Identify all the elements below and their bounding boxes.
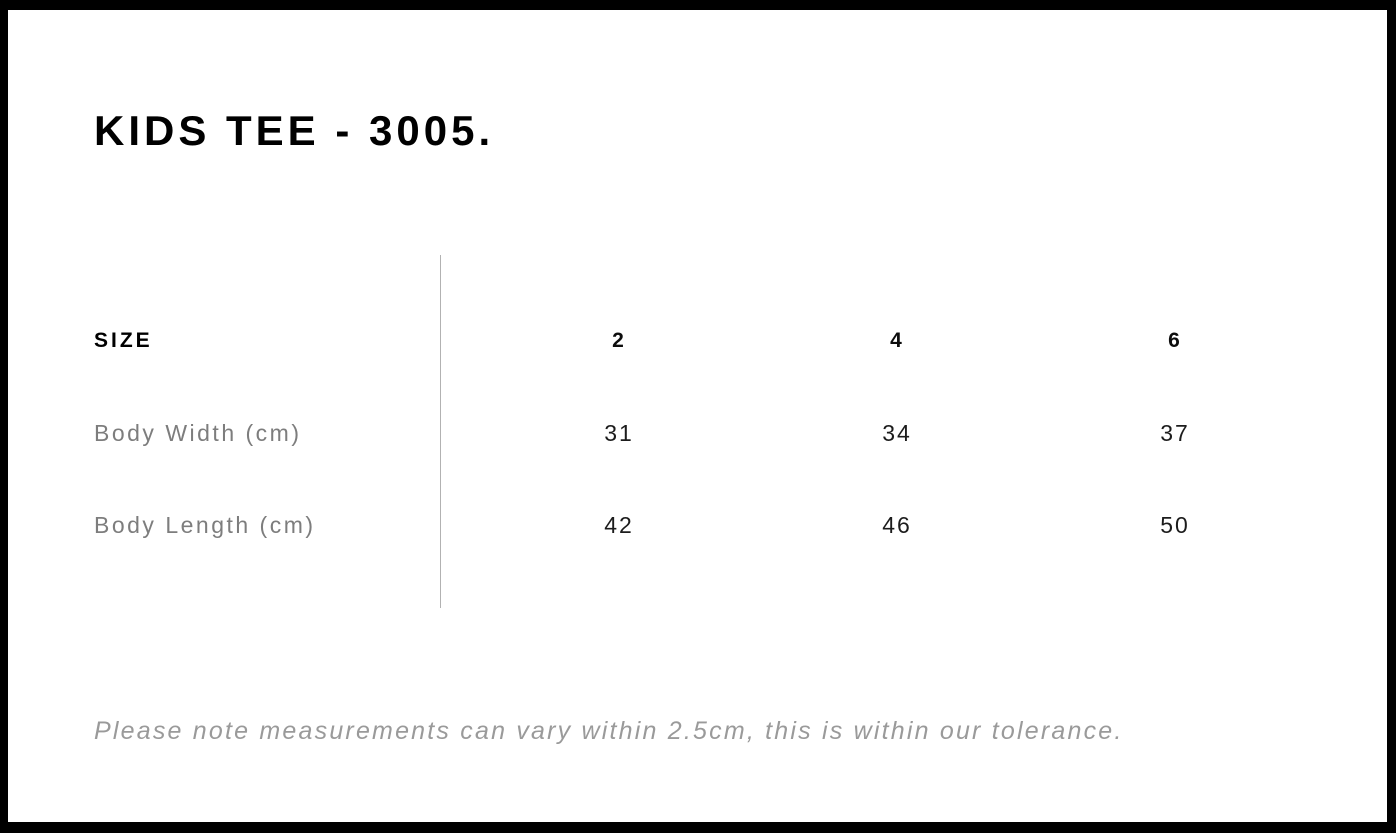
size-header-2: 2	[612, 329, 626, 352]
table-row-body-length	[94, 479, 1314, 571]
size-chart-table	[94, 295, 1314, 571]
body-length-size-2-value: 42	[604, 511, 634, 538]
body-width-size-6-value: 37	[1160, 419, 1190, 446]
row-label-body-width: Body Width (cm)	[94, 419, 302, 446]
row-label-body-length: Body Length (cm)	[94, 511, 316, 538]
body-length-size-6-value: 50	[1160, 511, 1190, 538]
tolerance-note: Please note measurements can vary within 2.5cm, this is within our tolerance.	[94, 717, 1124, 745]
size-header-6: 6	[1168, 329, 1182, 352]
body-length-size-4-value: 46	[882, 511, 912, 538]
body-width-size-4-value: 34	[882, 419, 912, 446]
table-row-body-width	[94, 387, 1314, 479]
body-width-size-2-value: 31	[604, 419, 634, 446]
table-header-row	[94, 295, 1314, 387]
size-header-4: 4	[890, 329, 904, 352]
size-column-title: SIZE	[94, 329, 153, 352]
page-title: KIDS TEE - 3005.	[94, 107, 495, 154]
